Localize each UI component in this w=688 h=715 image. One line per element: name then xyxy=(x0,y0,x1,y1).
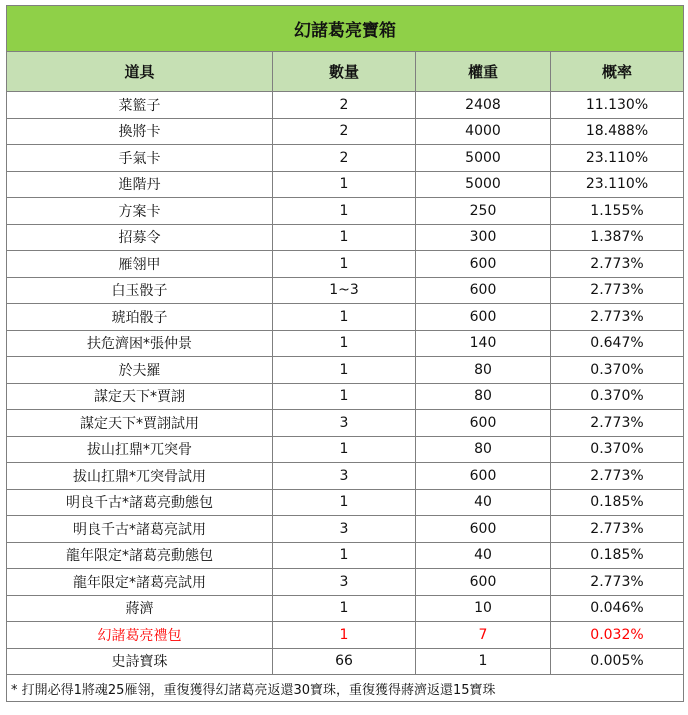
cell-item: 換將卡 xyxy=(7,118,273,145)
cell-item: 蔣濟 xyxy=(7,595,273,622)
cell-item: 白玉骰子 xyxy=(7,277,273,304)
cell-weight: 40 xyxy=(416,542,551,569)
cell-quantity: 1 xyxy=(273,251,416,278)
cell-item: 史詩寶珠 xyxy=(7,648,273,675)
table-row xyxy=(7,277,684,304)
cell-quantity: 1 xyxy=(273,436,416,463)
cell-quantity: 1 xyxy=(273,489,416,516)
cell-quantity: 3 xyxy=(273,410,416,437)
table-row xyxy=(7,304,684,331)
table-row xyxy=(7,145,684,172)
cell-weight: 600 xyxy=(416,251,551,278)
cell-item: 雁翎甲 xyxy=(7,251,273,278)
cell-weight: 1 xyxy=(416,648,551,675)
cell-probability: 0.185% xyxy=(551,542,684,569)
cell-quantity: 1 xyxy=(273,198,416,225)
table-row xyxy=(7,595,684,622)
cell-quantity: 3 xyxy=(273,516,416,543)
table-body xyxy=(7,92,684,675)
table-row xyxy=(7,198,684,225)
header-probability: 概率 xyxy=(551,52,684,92)
cell-probability: 1.155% xyxy=(551,198,684,225)
cell-weight: 600 xyxy=(416,569,551,596)
cell-item: 扶危濟困*張仲景 xyxy=(7,330,273,357)
table-row xyxy=(7,357,684,384)
cell-weight: 250 xyxy=(416,198,551,225)
cell-item: 幻諸葛亮禮包 xyxy=(7,622,273,649)
cell-probability: 0.370% xyxy=(551,383,684,410)
cell-probability: 2.773% xyxy=(551,463,684,490)
cell-item: 明良千古*諸葛亮試用 xyxy=(7,516,273,543)
cell-item: 拔山扛鼎*兀突骨試用 xyxy=(7,463,273,490)
cell-weight: 80 xyxy=(416,383,551,410)
cell-quantity: 1 xyxy=(273,622,416,649)
cell-probability: 0.370% xyxy=(551,357,684,384)
table-row xyxy=(7,251,684,278)
cell-weight: 7 xyxy=(416,622,551,649)
footnote: * 打開必得1將魂25雁翎，重復獲得幻諸葛亮返還30寶珠，重復獲得蔣濟返還15寶珠 xyxy=(7,675,684,702)
table-row xyxy=(7,171,684,198)
table-row xyxy=(7,622,684,649)
table-row xyxy=(7,569,684,596)
cell-weight: 10 xyxy=(416,595,551,622)
cell-quantity: 2 xyxy=(273,145,416,172)
cell-quantity: 1 xyxy=(273,357,416,384)
cell-weight: 4000 xyxy=(416,118,551,145)
cell-probability: 23.110% xyxy=(551,171,684,198)
cell-quantity: 1 xyxy=(273,304,416,331)
cell-quantity: 2 xyxy=(273,92,416,119)
cell-item: 謀定天下*賈詡試用 xyxy=(7,410,273,437)
table-row xyxy=(7,516,684,543)
cell-weight: 300 xyxy=(416,224,551,251)
table-row xyxy=(7,92,684,119)
cell-quantity: 3 xyxy=(273,463,416,490)
cell-weight: 5000 xyxy=(416,171,551,198)
table-row xyxy=(7,542,684,569)
loot-table-sheet xyxy=(6,5,683,702)
table-row xyxy=(7,648,684,675)
cell-item: 手氣卡 xyxy=(7,145,273,172)
table-row xyxy=(7,383,684,410)
cell-probability: 2.773% xyxy=(551,277,684,304)
cell-weight: 40 xyxy=(416,489,551,516)
cell-quantity: 1 xyxy=(273,330,416,357)
cell-probability: 2.773% xyxy=(551,569,684,596)
cell-item: 進階丹 xyxy=(7,171,273,198)
cell-probability: 2.773% xyxy=(551,410,684,437)
cell-weight: 600 xyxy=(416,277,551,304)
cell-weight: 80 xyxy=(416,357,551,384)
cell-weight: 600 xyxy=(416,410,551,437)
cell-probability: 0.370% xyxy=(551,436,684,463)
table-row xyxy=(7,118,684,145)
cell-quantity: 1 xyxy=(273,542,416,569)
cell-weight: 80 xyxy=(416,436,551,463)
cell-probability: 2.773% xyxy=(551,251,684,278)
title-row xyxy=(7,6,684,52)
cell-weight: 600 xyxy=(416,516,551,543)
header-weight: 權重 xyxy=(416,52,551,92)
cell-item: 謀定天下*賈詡 xyxy=(7,383,273,410)
cell-quantity: 2 xyxy=(273,118,416,145)
cell-weight: 600 xyxy=(416,463,551,490)
cell-quantity: 1~3 xyxy=(273,277,416,304)
cell-quantity: 3 xyxy=(273,569,416,596)
cell-quantity: 1 xyxy=(273,171,416,198)
table-title: 幻諸葛亮寶箱 xyxy=(7,6,684,52)
cell-weight: 2408 xyxy=(416,92,551,119)
cell-quantity: 1 xyxy=(273,383,416,410)
cell-weight: 600 xyxy=(416,304,551,331)
table-row xyxy=(7,489,684,516)
cell-item: 招募令 xyxy=(7,224,273,251)
cell-probability: 2.773% xyxy=(551,304,684,331)
cell-probability: 1.387% xyxy=(551,224,684,251)
cell-probability: 11.130% xyxy=(551,92,684,119)
cell-item: 龍年限定*諸葛亮試用 xyxy=(7,569,273,596)
header-quantity: 數量 xyxy=(273,52,416,92)
loot-table xyxy=(6,5,684,702)
cell-item: 龍年限定*諸葛亮動態包 xyxy=(7,542,273,569)
cell-probability: 0.032% xyxy=(551,622,684,649)
cell-quantity: 66 xyxy=(273,648,416,675)
cell-probability: 0.046% xyxy=(551,595,684,622)
table-row xyxy=(7,330,684,357)
cell-probability: 2.773% xyxy=(551,516,684,543)
cell-weight: 5000 xyxy=(416,145,551,172)
cell-item: 菜籃子 xyxy=(7,92,273,119)
cell-item: 於夫羅 xyxy=(7,357,273,384)
cell-item: 明良千古*諸葛亮動態包 xyxy=(7,489,273,516)
cell-item: 琥珀骰子 xyxy=(7,304,273,331)
cell-probability: 0.185% xyxy=(551,489,684,516)
table-row xyxy=(7,463,684,490)
table-row xyxy=(7,410,684,437)
table-row xyxy=(7,224,684,251)
header-row xyxy=(7,52,684,92)
cell-quantity: 1 xyxy=(273,224,416,251)
cell-probability: 23.110% xyxy=(551,145,684,172)
cell-weight: 140 xyxy=(416,330,551,357)
cell-probability: 0.647% xyxy=(551,330,684,357)
cell-probability: 0.005% xyxy=(551,648,684,675)
cell-item: 拔山扛鼎*兀突骨 xyxy=(7,436,273,463)
header-item: 道具 xyxy=(7,52,273,92)
cell-item: 方案卡 xyxy=(7,198,273,225)
cell-quantity: 1 xyxy=(273,595,416,622)
cell-probability: 18.488% xyxy=(551,118,684,145)
note-row xyxy=(7,675,684,702)
table-row xyxy=(7,436,684,463)
